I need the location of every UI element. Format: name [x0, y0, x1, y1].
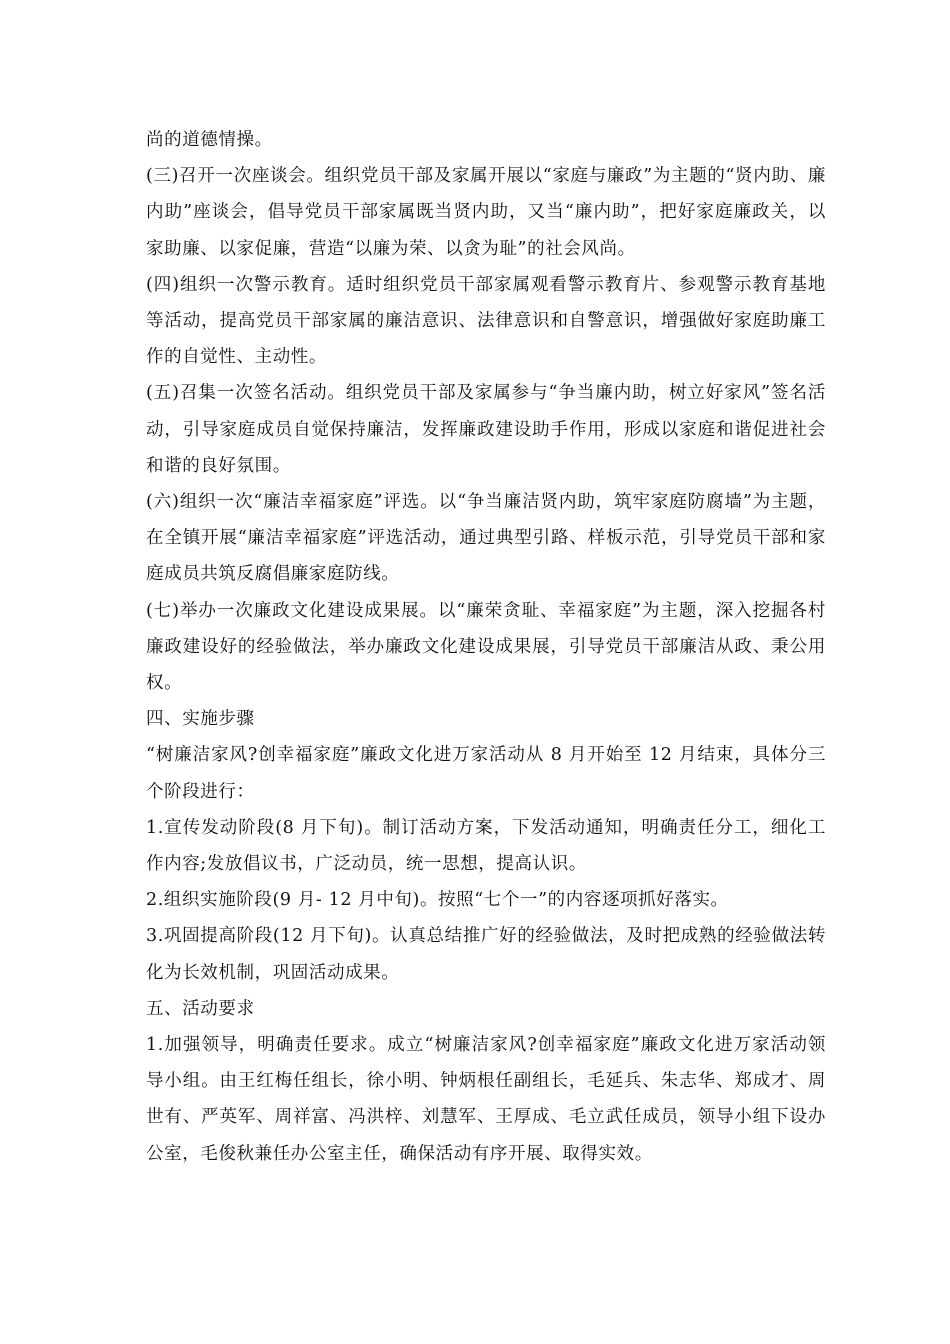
section-heading-implementation-steps: 四、实施步骤	[146, 709, 255, 730]
paragraph-item-3-symposium: (三)召开一次座谈会。组织党员干部及家属开展以“家庭与廉政”为主题的“贤内助、廉内助”座谈会，倡导党员干部家属既当贤内助，又当“廉内助”，把好家庭廉政关，以家助廉、以家促廉，营造“以廉为荣、以贪为耻”的社会风尚。	[146, 166, 826, 259]
paragraph-moral-sentiment-tail: 尚的道德情操。	[146, 130, 273, 150]
document-body	[146, 122, 826, 1172]
paragraph-item-6-family-selection: (六)组织一次“廉洁幸福家庭”评选。以“争当廉洁贤内助，筑牢家庭防腐墙”为主题，在全镇开展“廉洁幸福家庭”评选活动，通过典型引路、样板示范，引导党员干部和家庭成员共筑反腐倡廉家庭防线。	[146, 492, 826, 585]
paragraph-step-1-mobilization: 1.宣传发动阶段(8 月下旬)。制订活动方案，下发活动通知，明确责任分工，细化工作内容;发放倡议书，广泛动员，统一思想，提高认识。	[146, 817, 826, 875]
paragraph-step-2-implementation: 2.组织实施阶段(9 月- 12 月中旬)。按照“七个一”的内容逐项抓好落实。	[146, 890, 729, 911]
paragraph-activity-timeline: “树廉洁家风?创幸福家庭”廉政文化进万家活动从 8 月开始至 12 月结束，具体分三个阶段进行：	[146, 745, 826, 802]
paragraph-requirement-1-leadership: 1.加强领导，明确责任要求。成立“树廉洁家风?创幸福家庭”廉政文化进万家活动领导小组。由王红梅任组长，徐小明、钟炳根任副组长，毛延兵、朱志华、郑成才、周世有、严英军、周祥富、冯洪梓、刘慧军、王厚成、毛立武任成员，领导小组下设办公室，毛俊秋兼任办公室主任，确保活动有序开展、取得实效。	[146, 1035, 826, 1164]
paragraph-step-3-consolidation: 3.巩固提高阶段(12 月下旬)。认真总结推广好的经验做法，及时把成熟的经验做法转化为长效机制，巩固活动成果。	[146, 926, 826, 983]
paragraph-item-5-signature-campaign: (五)召集一次签名活动。组织党员干部及家属参与“争当廉内助，树立好家风”签名活动，引导家庭成员自觉保持廉洁，发挥廉政建设助手作用，形成以家庭和谐促进社会和谐的良好氛围。	[146, 383, 826, 476]
paragraph-item-7-exhibition: (七)举办一次廉政文化建设成果展。以“廉荣贪耻、幸福家庭”为主题，深入挖掘各村廉政建设好的经验做法，举办廉政文化建设成果展，引导党员干部廉洁从政、秉公用权。	[146, 600, 826, 694]
paragraph-item-4-warning-education: (四)组织一次警示教育。适时组织党员干部家属观看警示教育片、参观警示教育基地等活动，提高党员干部家属的廉洁意识、法律意识和自警意识，增强做好家庭助廉工作的自觉性、主动性。	[146, 274, 826, 368]
section-heading-activity-requirements: 五、活动要求	[146, 998, 255, 1019]
